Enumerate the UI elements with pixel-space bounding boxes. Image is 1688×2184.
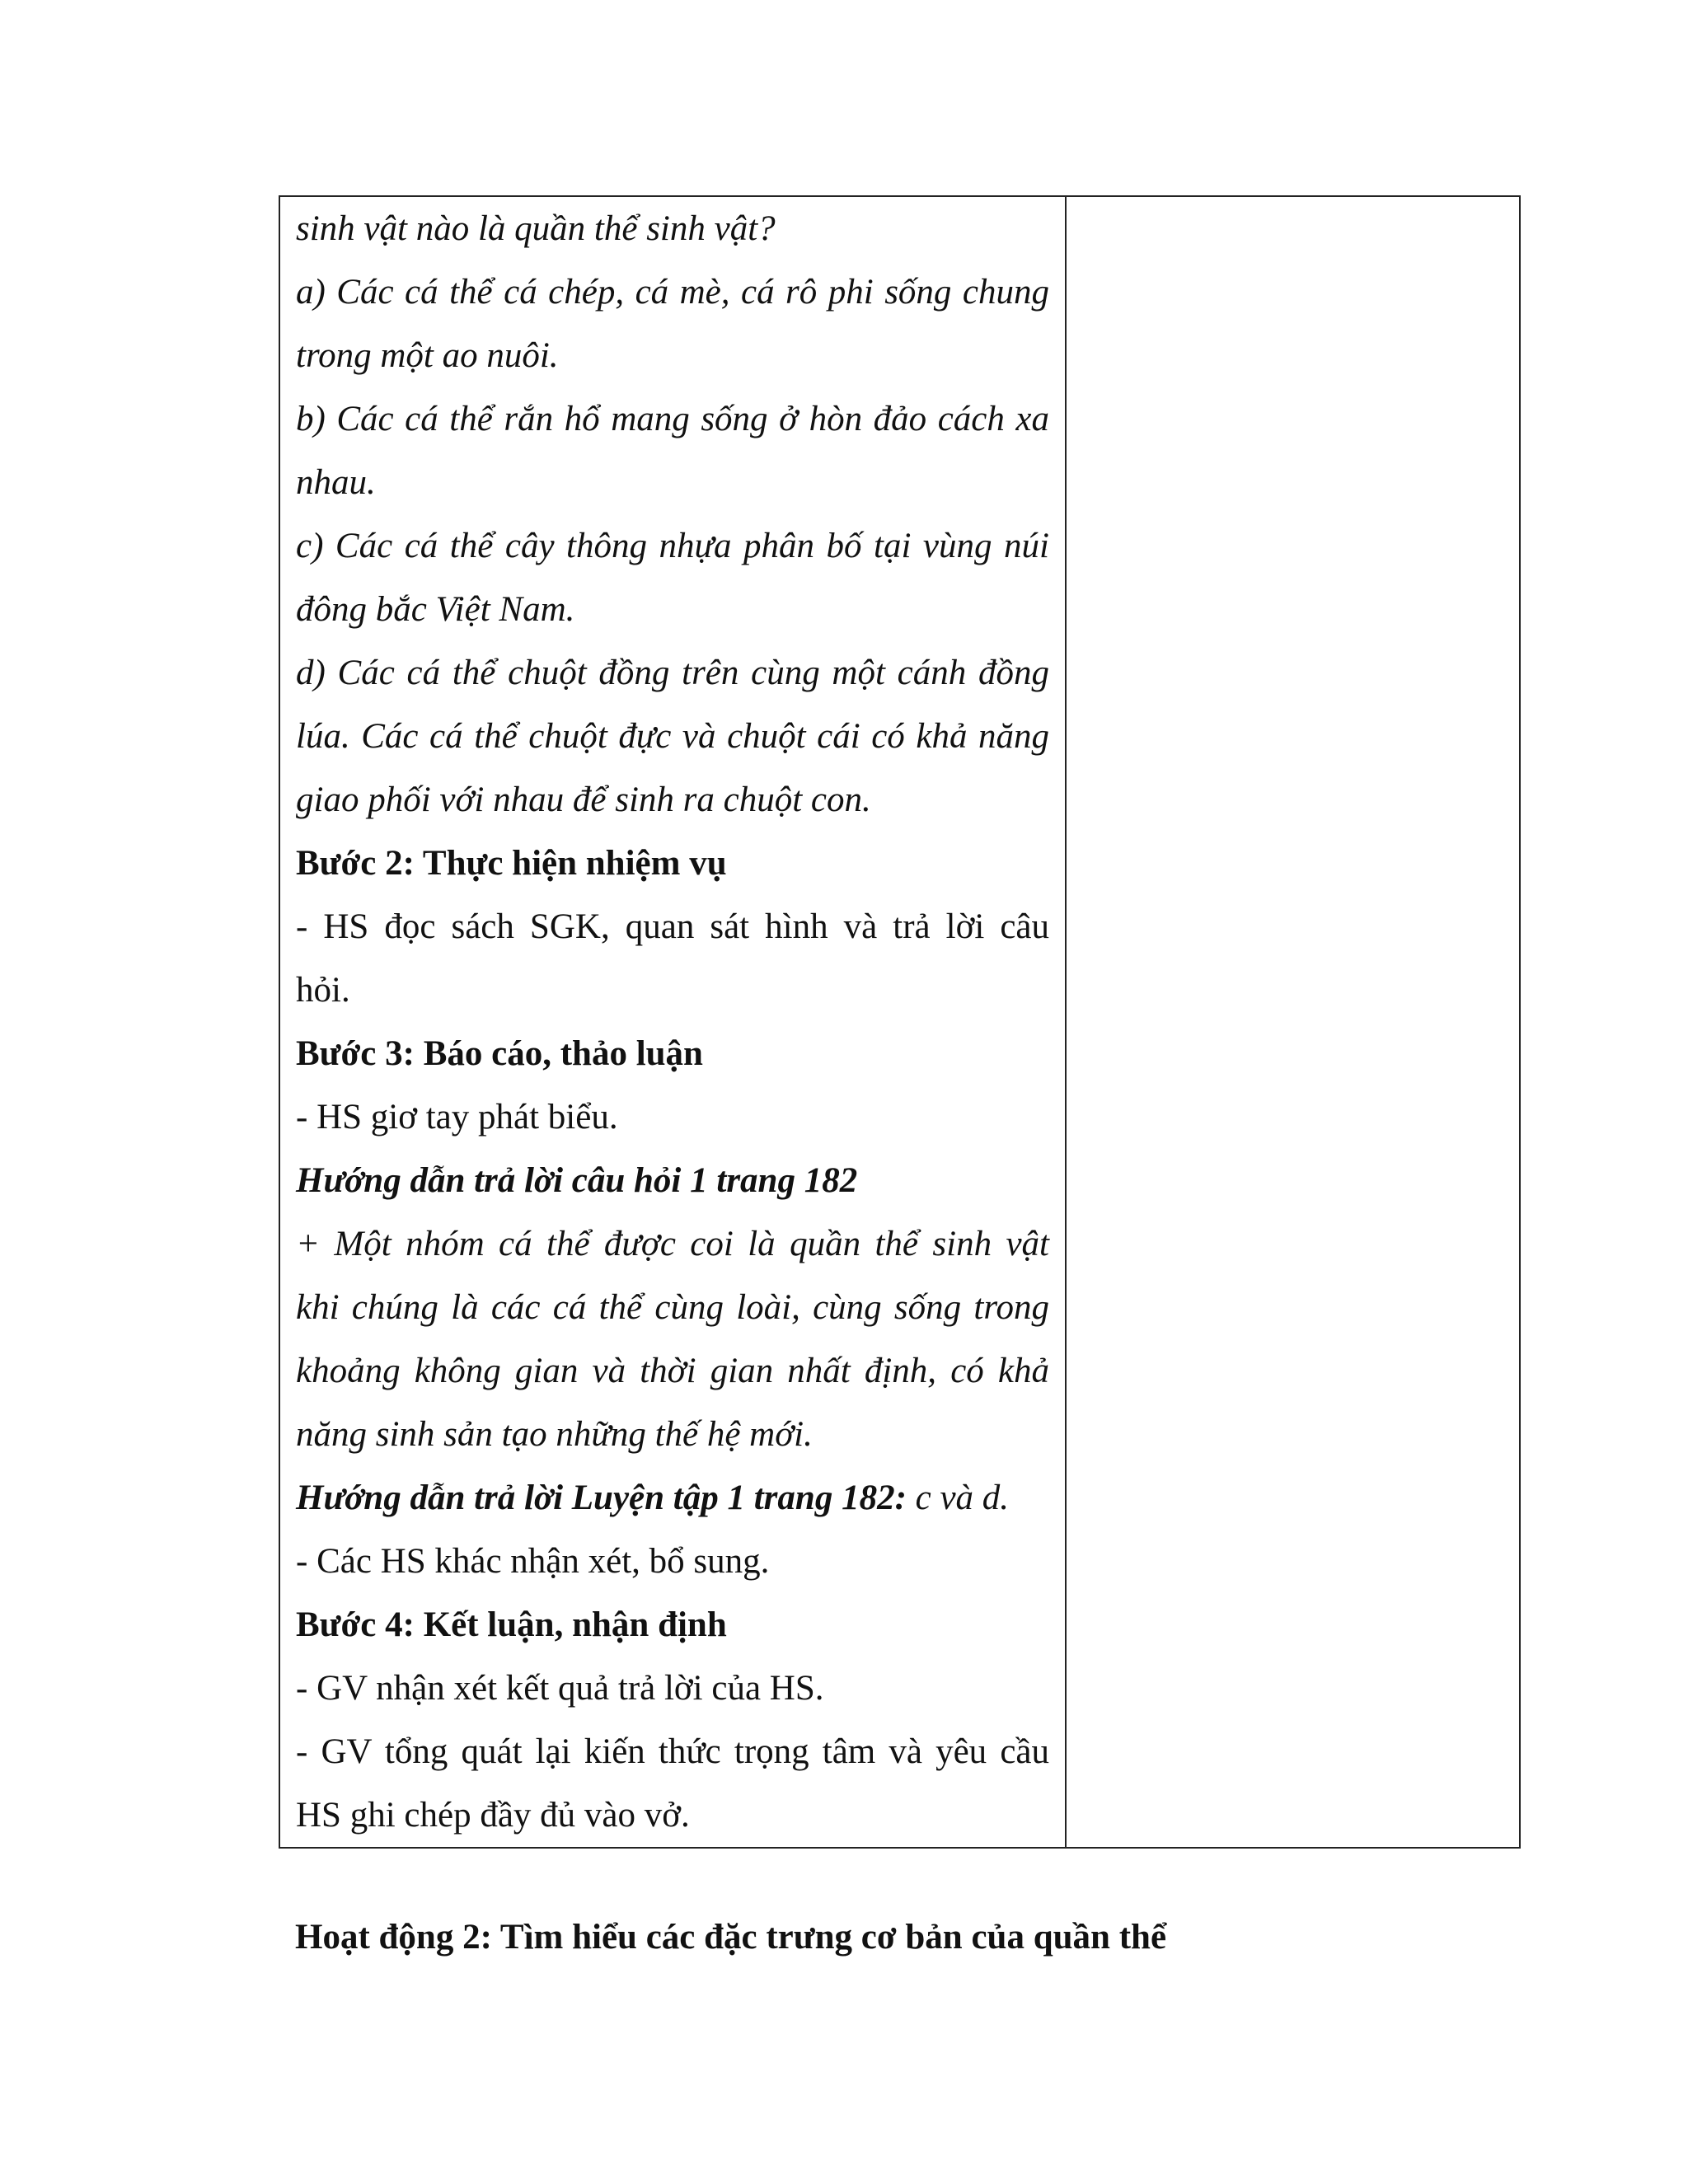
text-line <box>296 641 1049 705</box>
lesson-table <box>279 195 1521 1849</box>
text-line <box>296 1657 1049 1720</box>
line-text: - GV tổng quát lại kiến thức trọng tâm và yêu cầu <box>296 1732 1049 1771</box>
text-line <box>296 1085 1049 1149</box>
line-text: d) Các cá thể chuột đồng trên cùng một cánh đồng <box>296 654 1049 692</box>
line-text: - GV nhận xét kết quả trả lời của HS. <box>296 1669 824 1708</box>
text-line <box>296 1149 1049 1212</box>
line-text: hỏi. <box>296 971 350 1010</box>
text-line <box>296 768 1049 832</box>
activity-cell <box>279 196 1066 1848</box>
text-line <box>296 1276 1049 1339</box>
practice-answer: c và d. <box>906 1479 1010 1517</box>
line-text: c) Các cá thể cây thông nhựa phân bố tại vùng núi <box>296 527 1049 565</box>
text-line <box>296 1403 1049 1466</box>
text-line <box>296 1022 1049 1085</box>
line-text: HS ghi chép đầy đủ vào vở. <box>296 1796 690 1835</box>
line-text: - Các HS khác nhận xét, bổ sung. <box>296 1542 770 1581</box>
practice-label: Hướng dẫn trả lời Luyện tập 1 trang 182: <box>296 1479 907 1517</box>
text-line <box>296 1783 1049 1847</box>
text-line <box>296 387 1049 451</box>
line-text: Bước 3: Báo cáo, thảo luận <box>296 1034 703 1073</box>
line-text: đông bắc Việt Nam. <box>296 590 575 629</box>
line-text: giao phối với nhau để sinh ra chuột con. <box>296 780 871 819</box>
line-text: - HS đọc sách SGK, quan sát hình và trả lời câu <box>296 907 1049 946</box>
text-line <box>296 1466 1049 1530</box>
text-line <box>296 197 1049 260</box>
line-text: Bước 4: Kết luận, nhận định <box>296 1605 727 1644</box>
text-line <box>296 1720 1049 1783</box>
text-line <box>296 1212 1049 1276</box>
line-text: sinh vật nào là quần thể sinh vật? <box>296 209 776 248</box>
text-line <box>296 958 1049 1022</box>
text-line <box>296 260 1049 324</box>
text-line <box>296 1593 1049 1657</box>
text-line <box>296 578 1049 641</box>
line-text: b) Các cá thể rắn hổ mang sống ở hòn đảo cách xa <box>296 400 1049 438</box>
line-text: năng sinh sản tạo những thế hệ mới. <box>296 1415 813 1454</box>
line-text: Hướng dẫn trả lời câu hỏi 1 trang 182 <box>296 1161 858 1200</box>
activity-content <box>280 197 1065 1847</box>
text-line <box>296 832 1049 895</box>
line-text: Bước 2: Thực hiện nhiệm vụ <box>296 844 727 883</box>
text-line <box>296 895 1049 958</box>
section-heading: Hoạt động 2: Tìm hiểu các đặc trưng cơ bản của quần thể <box>295 1918 1167 1957</box>
table-row <box>279 196 1520 1848</box>
line-text: + Một nhóm cá thể được coi là quần thể sinh vật <box>296 1225 1049 1263</box>
text-line <box>296 1530 1049 1593</box>
line-text: - HS giơ tay phát biểu. <box>296 1098 618 1137</box>
line-text: trong một ao nuôi. <box>296 336 559 375</box>
text-line <box>296 451 1049 514</box>
line-text: khoảng không gian và thời gian nhất định, có khả <box>296 1352 1049 1390</box>
text-line <box>296 514 1049 578</box>
outcome-cell <box>1066 196 1520 1848</box>
text-line <box>296 705 1049 768</box>
line-text: khi chúng là các cá thể cùng loài, cùng sống trong <box>296 1288 1049 1327</box>
line-text: lúa. Các cá thể chuột đực và chuột cái có khả năng <box>296 717 1049 756</box>
line-text: a) Các cá thể cá chép, cá mè, cá rô phi sống chung <box>296 273 1049 312</box>
text-line <box>296 324 1049 387</box>
line-text: nhau. <box>296 463 376 502</box>
text-line <box>296 1339 1049 1403</box>
